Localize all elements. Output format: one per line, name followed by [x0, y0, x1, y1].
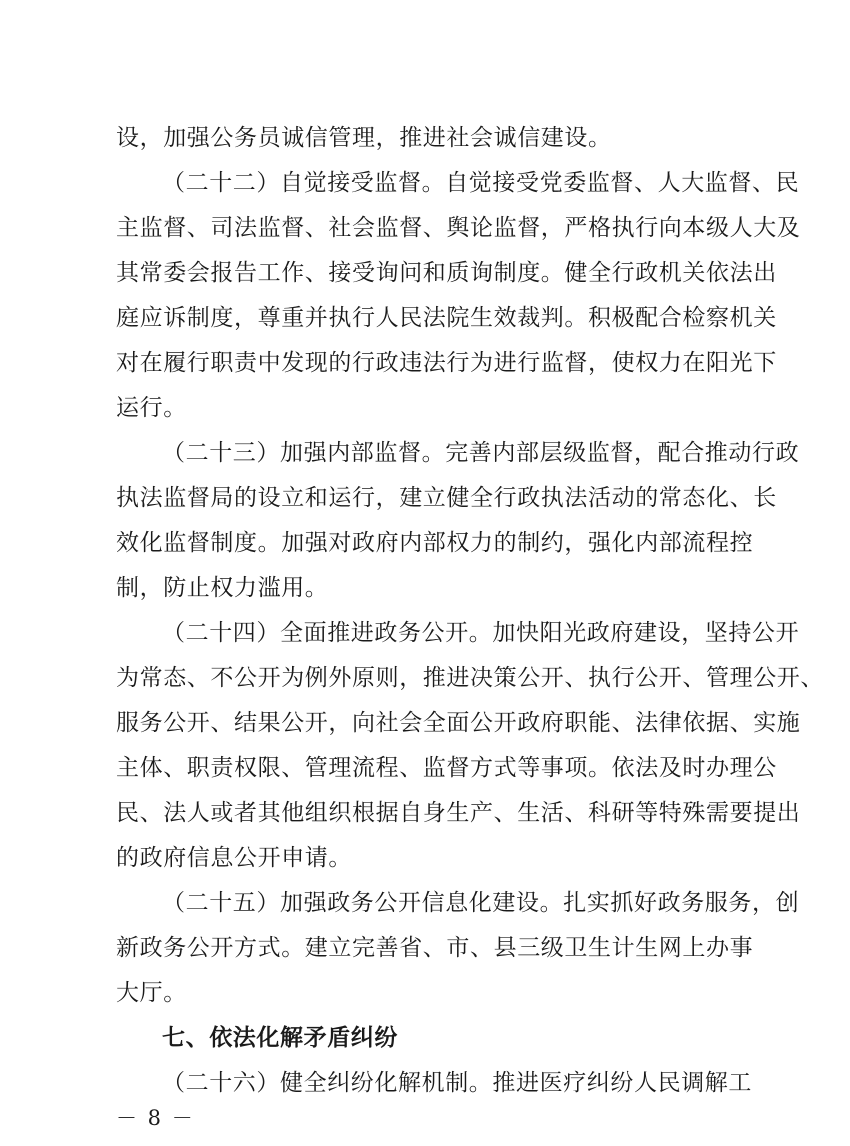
text-line: 主监督、司法监督、社会监督、舆论监督，严格执行向本级人大及 [116, 215, 801, 241]
text-line: 制，防止权力滥用。 [116, 575, 329, 601]
page-number: － 8 － [116, 1106, 195, 1130]
text-line: 庭应诉制度，尊重并执行人民法院生效裁判。积极配合检察机关 [116, 305, 777, 331]
text-line: 民、法人或者其他组织根据自身生产、生活、科研等特殊需要提出 [116, 800, 801, 826]
text-line: （二十六）健全纠纷化解机制。推进医疗纠纷人民调解工 [162, 1070, 752, 1096]
text-line: （二十二）自觉接受监督。自觉接受党委监督、人大监督、民 [162, 170, 800, 196]
text-line: 其常委会报告工作、接受询问和质询制度。健全行政机关依法出 [116, 260, 777, 286]
section-heading: 七、依法化解矛盾纠纷 [162, 1025, 398, 1051]
text-line: 的政府信息公开申请。 [116, 845, 352, 871]
text-line: 为常态、不公开为例外原则，推进决策公开、执行公开、管理公开、 [116, 665, 824, 691]
text-line: （二十三）加强内部监督。完善内部层级监督，配合推动行政 [162, 440, 800, 466]
text-line: 新政务公开方式。建立完善省、市、县三级卫生计生网上办事 [116, 935, 754, 961]
text-line: （二十四）全面推进政务公开。加快阳光政府建设，坚持公开 [162, 620, 800, 646]
text-line: 大厅。 [116, 980, 187, 1006]
text-line: 效化监督制度。加强对政府内部权力的制约，强化内部流程控 [116, 530, 754, 556]
text-line: 服务公开、结果公开，向社会全面公开政府职能、法律依据、实施 [116, 710, 801, 736]
text-line: 运行。 [116, 395, 187, 421]
text-line: 对在履行职责中发现的行政违法行为进行监督，使权力在阳光下 [116, 350, 777, 376]
text-line: 主体、职责权限、管理流程、监督方式等事项。依法及时办理公 [116, 755, 777, 781]
text-line: （二十五）加强政务公开信息化建设。扎实抓好政务服务，创 [162, 890, 800, 916]
text-line: 设，加强公务员诚信管理，推进社会诚信建设。 [116, 125, 612, 151]
text-line: 执法监督局的设立和运行，建立健全行政执法活动的常态化、长 [116, 485, 777, 511]
